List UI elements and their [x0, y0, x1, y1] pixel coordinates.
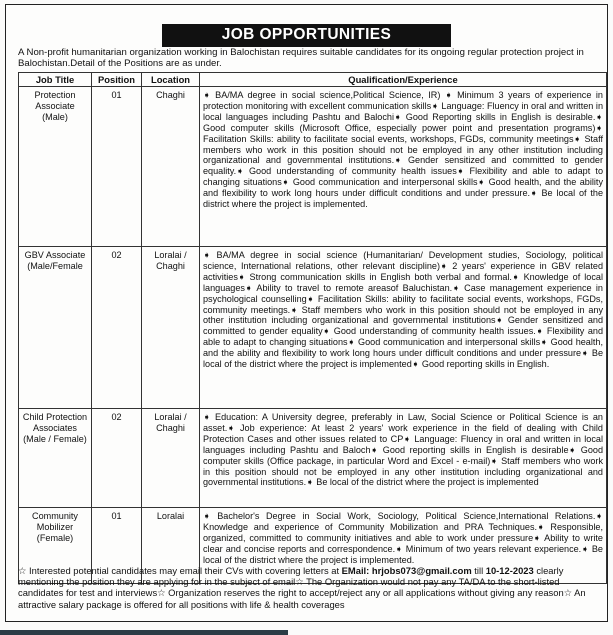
- job-title-cell: Community Mobilizer (Female): [19, 508, 92, 584]
- location-cell: Loralai: [142, 508, 200, 584]
- footer-text-1: ☆ Interested potential candidates may email their CVs with covering letters at: [18, 565, 342, 576]
- intro-text: A Non-profit humanitarian organization working in Balochistan requires suitable candidates for its ongoing regular protection project in Balochistan.Detail of the Positions are as under.: [18, 47, 584, 69]
- location-cell: Loralai / Chaghi: [142, 409, 200, 508]
- table-row: [19, 87, 607, 247]
- job-advertisement: [5, 4, 608, 622]
- qualification-cell: ➧ Bachelor's Degree in Social Work, Sociology, Political Science,International Relations.➧ Knowledge and experience of Community Mobilization and PRA Techniques.➧ Responsible, organized, committed to community initiatives and able to work under pressure➧ Ability to write clear and concise reports and correspondence.➧ Minimum of two years relevant experience.➧ Be local of the district where the project is implemented.: [200, 508, 607, 584]
- column-header-position: Position: [92, 73, 142, 87]
- position-count-cell: 01: [92, 508, 142, 584]
- application-instructions: [18, 565, 599, 610]
- contact-email: EMail: hrjobs073@gmail.com: [341, 565, 472, 576]
- qualification-cell: ➧ BA/MA degree in social science (Humanitarian/ Development studies, Sociology, political science, International relations, other relevant discipline)➧ 2 years' experience in GBV related activities➧ Strong communication skills in English both verbal and formal.➧ Knowledge of local languages➧ Ability to travel to remote areasof Baluchistan.➧ Case management experience in psychological counselling➧ Facilitation Skills: ability to facilitate social events, workshops, FGDs, community meetings.➧ Staff members who work in this position should not be employed in any other institution including organizational and governmental institutions➧ Gender sensitized and committed to gender equality➧ Good understanding of community health issues.➧ Flexibility and able to adapt to changing situations➧ Good communication and interpersonal skills➧ Good health, and the ability and flexibility to work long hours under difficult conditions and under pressure➧ Be local of the district where the project is implemented➧ Good reporting skills in English.: [200, 247, 607, 409]
- location-cell: Chaghi: [142, 87, 200, 247]
- footer-text-2: till: [471, 565, 486, 576]
- title-banner: [6, 24, 607, 47]
- footer-text-3: clearly mentioning the position they are applying for in the subject of email☆ The Organization would not pay any TA/DA to the short-listed candidates for test and interviews☆ Organization reserves the right to accept/reject any or all applications without giving any reason☆ An attractive salary package is offered for all positions with life & health coverages: [18, 565, 586, 610]
- job-title-cell: GBV Associate (Male/Female: [19, 247, 92, 409]
- position-count-cell: 02: [92, 409, 142, 508]
- deadline-date: 10-12-2023: [485, 565, 534, 576]
- table-row: [19, 409, 607, 508]
- table-row: [19, 247, 607, 409]
- positions-table: [18, 72, 607, 584]
- position-count-cell: 02: [92, 247, 142, 409]
- job-title-cell: Protection Associate (Male): [19, 87, 92, 247]
- column-header-location: Location: [142, 73, 200, 87]
- table-header-row: [19, 73, 607, 87]
- qualification-cell: ➧ BA/MA degree in social science,Political Science, IR) ➧ Minimum 3 years of experience in protection monitoring with excellent communication skills➧ Language: Fluency in oral and written in local languages including Pashtu and Balochi➧ Good Reporting skills in English is desirable.➧ Good computer skills (Microsoft Office, especially power point and presentation programs)➧ Facilitation Skills: ability to facilitate social events, workshops, FGDs, community meetings➧ Staff members who work in this position should not be employed in any other institution including organizational and governmental institutions.➧ Gender sensitized and committed to gender equality.➧ Good understanding of community health issues➧ Flexibility and able to adapt to changing situations➧ Good communication and interpersonal skills➧ Good health, and the ability and flexibility to work long hours under difficult conditions and under pressure.➧ Be local of the district where the project is implemented.: [200, 87, 607, 247]
- page-title: JOB OPPORTUNITIES: [162, 24, 452, 47]
- bottom-bar: [0, 630, 288, 635]
- job-title-cell: Child Protection Associates (Male / Female): [19, 409, 92, 508]
- position-count-cell: 01: [92, 87, 142, 247]
- qualification-cell: ➧ Education: A University degree, preferably in Law, Social Science or Political Science is an asset.➧ Job experience: At least 2 years' work experience in the field of dealing with Child Protection Cases and other issues related to CP➧ Language: Fluency in oral and written in local languages including Pashtu and Baloch➧ Good reporting skills in English is desirable➧ Good computer skills (Office package, in particular Word and Excel - e-mail)➧ Staff members who work in this position should not be employed in any other institution including organizational and governmental institutions.➧ Be local of the district where the project is implemented: [200, 409, 607, 508]
- location-cell: Loralai / Chaghi: [142, 247, 200, 409]
- column-header-job-title: Job Title: [19, 73, 92, 87]
- column-header-qualification: Qualification/Experience: [200, 73, 607, 87]
